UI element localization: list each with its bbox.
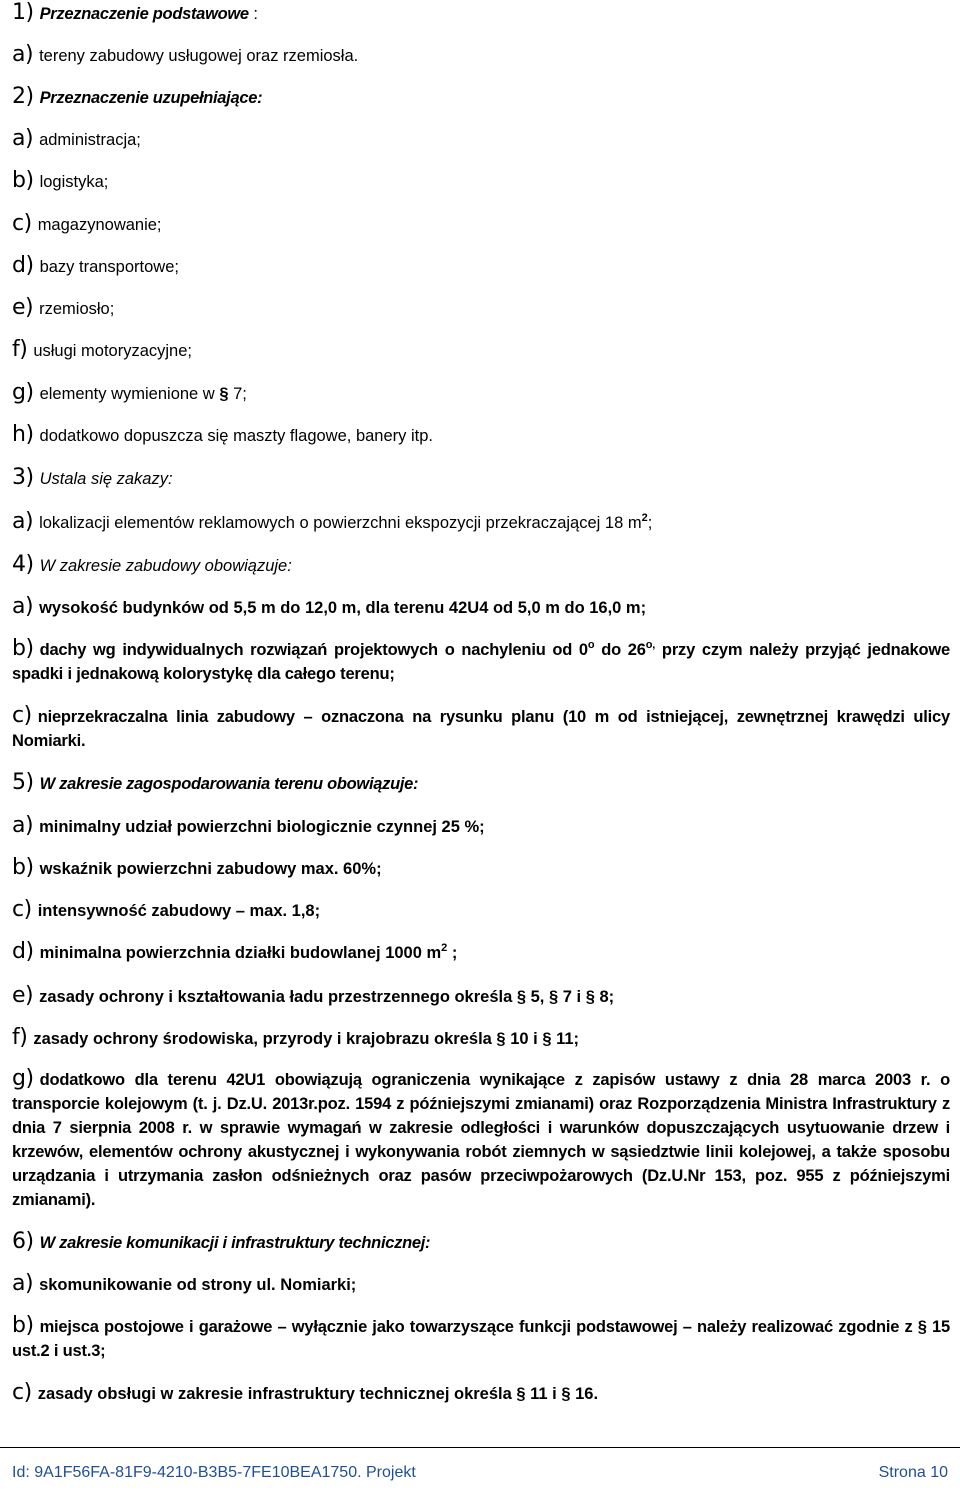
page-number: Strona 10 xyxy=(878,1464,948,1481)
item-text: intensywność zabudowy – max. 1,8; xyxy=(37,902,321,920)
list-marker: b) xyxy=(12,855,34,880)
item-text: magazynowanie; xyxy=(37,216,162,234)
item-text: dachy wg indywidualnych rozwiązań projektowych o nachyleniu od 0 xyxy=(39,641,588,659)
section-sign: § xyxy=(516,1385,526,1403)
list-marker: 2) xyxy=(12,84,34,109)
list-marker: 5) xyxy=(12,770,34,795)
item-text: przy czym należy przyjąć jednakowe spadki i jednakową kolorystykę dla całego terenu; xyxy=(12,641,950,683)
list-marker: g) xyxy=(12,380,34,405)
list-marker: c) xyxy=(12,897,32,922)
section-sign: § xyxy=(496,1030,506,1048)
list-marker: d) xyxy=(12,939,34,964)
item-text: skomunikowanie od strony ul. Nomiarki; xyxy=(39,1276,357,1294)
list-marker: a) xyxy=(12,509,34,534)
item-text: minimalna powierzchnia działki budowlanej 1000 m xyxy=(39,944,442,962)
list-marker: g) xyxy=(12,1066,34,1091)
list-marker: c) xyxy=(12,211,32,236)
item-text: nieprzekraczalna linia zabudowy – oznaczona na rysunku planu (10 m od istniejącej, zewnętrznej krawędzi ulicy Nomiarki. xyxy=(12,708,950,750)
section-sign: § xyxy=(917,1318,927,1336)
section-6-item-c xyxy=(12,1380,950,1405)
section-5-item-d xyxy=(12,939,950,964)
list-marker: e) xyxy=(12,295,34,320)
list-marker: a) xyxy=(12,42,34,67)
section-2-item-b xyxy=(12,168,950,193)
item-text: wysokość budynków od 5,5 m do 12,0 m, dla terenu 42U4 od 5,0 m do 16,0 m; xyxy=(39,599,647,617)
list-marker: a) xyxy=(12,1271,34,1296)
item-text: minimalny udział powierzchni biologicznie czynnej 25 %; xyxy=(39,818,485,836)
item-text: usługi motoryzacyjne; xyxy=(33,342,192,360)
section-3-item-a xyxy=(12,509,950,534)
item-text: zasady obsługi w zakresie infrastruktury technicznej określa xyxy=(37,1385,517,1403)
section-1-item-a xyxy=(12,42,950,67)
list-marker: b) xyxy=(12,636,34,661)
list-marker: a) xyxy=(12,126,34,151)
section-sign: § xyxy=(585,988,595,1006)
section-2-item-g xyxy=(12,380,950,405)
list-marker: 6) xyxy=(12,1229,34,1254)
section-2-item-c xyxy=(12,211,950,236)
item-text: ; xyxy=(447,944,458,962)
heading-suffix: : xyxy=(248,5,258,23)
section-4-item-b xyxy=(12,637,950,686)
item-text: zasady ochrony i kształtowania ładu przestrzennego określa xyxy=(39,988,517,1006)
section-sign: § xyxy=(516,988,527,1006)
section-2-item-a xyxy=(12,126,950,151)
list-marker: a) xyxy=(12,813,34,838)
section-5-item-b xyxy=(12,855,950,880)
item-text: wskaźnik powierzchni zabudowy max. 60%; xyxy=(39,860,382,878)
list-marker: f) xyxy=(12,1025,28,1050)
section-5-item-a xyxy=(12,813,950,838)
list-marker: a) xyxy=(12,594,34,619)
item-text: 10 i xyxy=(505,1030,543,1048)
heading-text: Przeznaczenie podstawowe xyxy=(39,5,249,23)
heading-text: Przeznaczenie uzupełniające: xyxy=(39,89,263,107)
item-text: zasady ochrony środowiska, przyrody i krajobrazu określa xyxy=(33,1030,497,1048)
item-text: 11 i xyxy=(525,1385,562,1403)
section-5-item-c xyxy=(12,897,950,922)
item-text: rzemiosło; xyxy=(39,300,115,318)
item-text: do 26 xyxy=(594,641,646,659)
heading-text: W zakresie komunikacji i infrastruktury technicznej: xyxy=(39,1234,431,1252)
section-1-heading xyxy=(12,0,950,25)
item-text: dodatkowo dla terenu 42U1 obowiązują ograniczenia wynikające z zapisów ustawy z dnia 28 marca 2003 r. o transporcie kolejowym (t. j. Dz.U. 2013r.poz. 1594 z późniejszymi zmianami) oraz Rozporządzenia Ministra Infrastruktury z dnia 7 sierpnia 2008 r. w sprawie wymagań w zakresie odległości i warunków dopuszczających usytuowanie drzew i krzewów, elementów ochrony akustycznej i wykonywania robót ziemnych w sąsiedztwie linii kolejowej, a także sposobu urządzania i utrzymania zasłon odśnieżnych oraz pasów przeciwpożarowych (Dz.U.Nr 153, poz. 955 z późniejszymi zmianami). xyxy=(12,1071,950,1209)
list-marker: b) xyxy=(12,168,34,193)
heading-text: W zakresie zabudowy obowiązuje: xyxy=(39,557,292,575)
superscript: o, xyxy=(645,639,656,651)
item-text: administracja; xyxy=(39,131,141,149)
item-text: logistyka; xyxy=(39,173,109,191)
list-marker: b) xyxy=(12,1313,34,1338)
section-6-item-a xyxy=(12,1271,950,1296)
item-text: 8; xyxy=(594,988,615,1006)
superscript: 2 xyxy=(641,512,648,524)
superscript: 2 xyxy=(441,942,448,954)
item-text: 5, xyxy=(526,988,549,1006)
section-4-item-a xyxy=(12,594,950,619)
section-2-item-d xyxy=(12,253,950,278)
list-marker: c) xyxy=(12,1380,32,1405)
section-sign: § xyxy=(542,1030,552,1048)
item-text: lokalizacji elementów reklamowych o powierzchni ekspozycji przekraczającej 18 m xyxy=(39,514,642,532)
section-sign: § xyxy=(561,1385,571,1403)
section-5-item-g xyxy=(12,1067,950,1212)
section-4-item-c xyxy=(12,704,950,753)
item-text: dodatkowo dopuszcza się maszty flagowe, banery itp. xyxy=(39,427,433,445)
item-text: ; xyxy=(647,514,653,532)
superscript: o xyxy=(587,639,595,651)
section-5-item-e xyxy=(12,983,950,1008)
section-2-item-h xyxy=(12,422,950,447)
list-marker: h) xyxy=(12,422,34,447)
section-sign: § xyxy=(548,988,559,1006)
page-footer xyxy=(0,1447,960,1481)
list-marker: 3) xyxy=(12,465,34,490)
section-5-heading xyxy=(12,770,950,795)
section-sign: § xyxy=(219,385,229,403)
section-2-item-f xyxy=(12,337,950,362)
item-text: 11; xyxy=(551,1030,580,1048)
list-marker: e) xyxy=(12,983,34,1008)
section-2-heading xyxy=(12,84,950,109)
section-6-heading xyxy=(12,1229,950,1254)
document-id: Id: 9A1F56FA-81F9-4210-B3B5-7FE10BEA1750. Projekt xyxy=(12,1464,416,1481)
section-4-heading xyxy=(12,552,950,577)
section-3-heading xyxy=(12,465,950,490)
list-marker: 1) xyxy=(12,0,34,25)
section-6-item-b xyxy=(12,1314,950,1363)
item-text: elementy wymienione w xyxy=(39,385,220,403)
heading-text: W zakresie zagospodarowania terenu obowiązuje: xyxy=(39,775,419,793)
item-text: 7 i xyxy=(558,988,586,1006)
list-marker: f) xyxy=(12,337,28,362)
section-2-item-e xyxy=(12,295,950,320)
item-text: miejsca postojowe i garażowe – wyłącznie jako towarzyszące funkcji podstawowej – należy realizować zgodnie z xyxy=(39,1318,918,1336)
section-5-item-f xyxy=(12,1025,950,1050)
list-marker: c) xyxy=(12,703,32,728)
item-text: bazy transportowe; xyxy=(39,258,179,276)
item-text: 15 ust.2 i ust.3; xyxy=(12,1318,951,1360)
item-text: 7; xyxy=(228,385,247,403)
item-text: 16. xyxy=(570,1385,599,1403)
list-marker: d) xyxy=(12,253,34,278)
list-marker: 4) xyxy=(12,552,34,577)
heading-text: Ustala się zakazy: xyxy=(39,470,173,488)
item-text: tereny zabudowy usługowej oraz rzemiosła. xyxy=(39,47,359,65)
